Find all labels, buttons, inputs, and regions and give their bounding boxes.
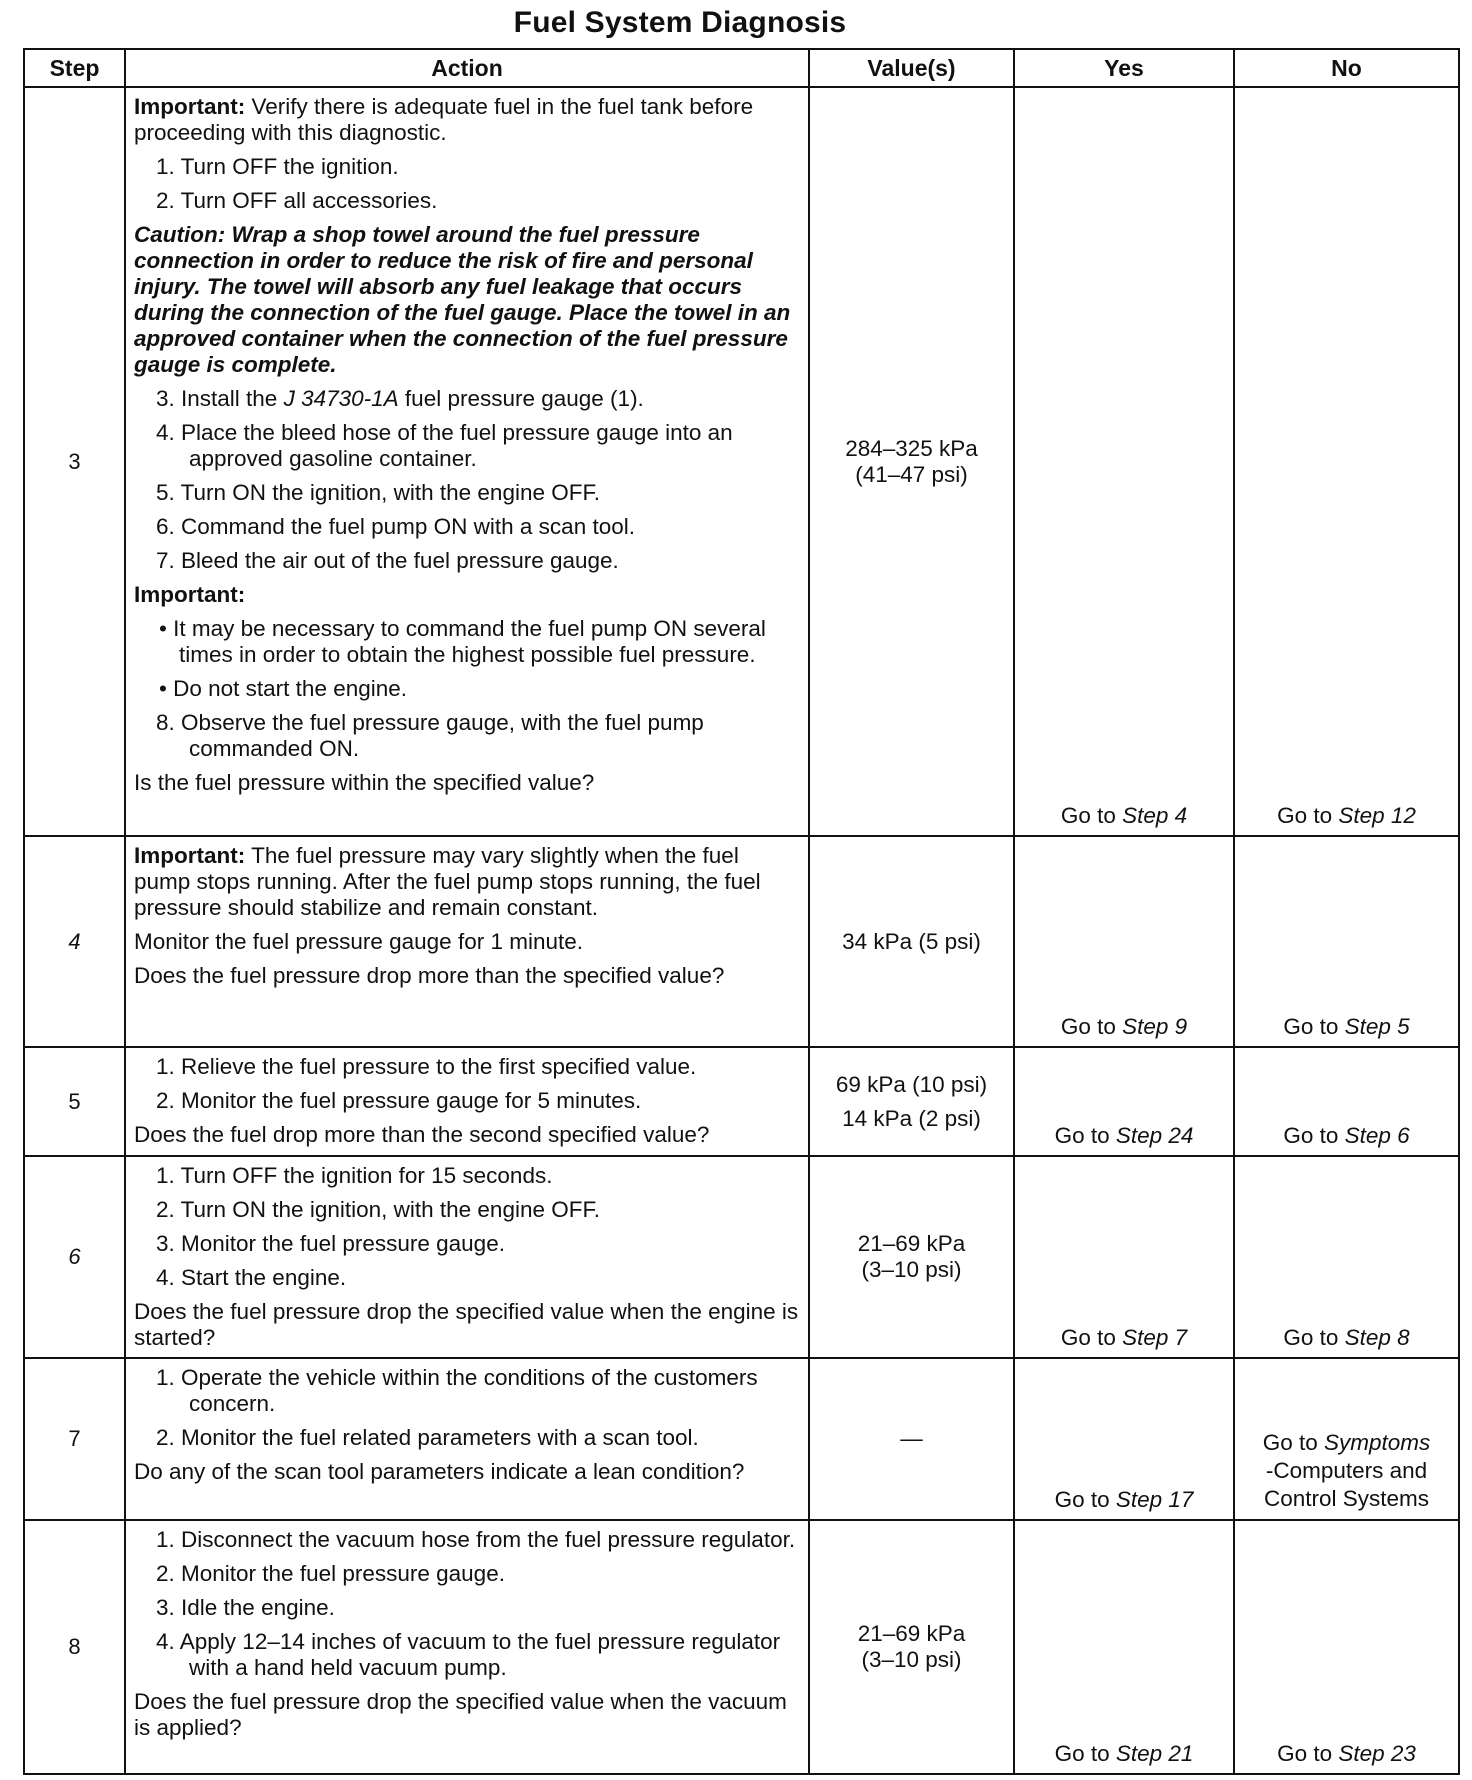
page-title: Fuel System Diagnosis [513,6,847,39]
table-row-step-5 [24,1047,1459,1156]
decision-question: Does the fuel pressure drop more than the specified value? [134,963,725,988]
header-step: Step [24,49,125,87]
decision-question: Does the fuel pressure drop the specified value when the vacuum is applied? [134,1689,787,1740]
table-header-row [24,49,1459,87]
action-step: 1. Relieve the fuel pressure to the first specified value. [156,1054,697,1079]
value-primary: 34 kPa (5 psi) [842,928,981,954]
action-step: 1. Disconnect the vacuum hose from the fuel pressure regulator. [156,1527,796,1552]
action-step: 4. Start the engine. [156,1265,347,1290]
value-cell [809,1358,1014,1520]
value-primary: 21–69 kPa [857,1621,966,1646]
decision-question: Is the fuel pressure within the specified value? [134,770,595,795]
header-values: Value(s) [809,49,1014,87]
decision-question: Do any of the scan tool parameters indicate a lean condition? [134,1459,745,1484]
table-row-step-6 [24,1156,1459,1358]
table-row-step-4 [24,836,1459,1047]
action-cell [125,1047,809,1156]
no-cell: Go to Step 8 [1234,1156,1459,1358]
no-cell: Go to Step 5 [1234,836,1459,1047]
action-step: 2. Turn ON the ignition, with the engine OFF. [156,1197,600,1222]
action-step: 8. Observe the fuel pressure gauge, with the fuel pump commanded ON. [156,710,704,761]
yes-cell: Go to Step 7 [1014,1156,1234,1358]
value-primary: — [900,1426,923,1451]
yes-step-link[interactable]: Step 21 [1115,1741,1194,1766]
value-secondary: (41–47 psi) [855,461,968,487]
action-step: 1. Turn OFF the ignition for 15 seconds. [156,1163,553,1188]
action-text: Monitor the fuel pressure gauge for 1 minute. [134,929,584,954]
action-step: 4. Apply 12–14 inches of vacuum to the fuel pressure regulator with a hand held vacuum pump. [156,1629,781,1680]
yes-cell: Go to Step 21 [1014,1520,1234,1774]
header-yes: Yes [1014,49,1234,87]
header-no: No [1234,49,1459,87]
no-step-link[interactable]: Step 6 [1344,1123,1410,1148]
diagnosis-table [23,48,1460,1775]
tool-reference: J 34730-1A [283,386,399,411]
step-number: 4 [24,836,125,1047]
no-cell-line: -Computers and [1265,1458,1428,1483]
value-cell [809,836,1014,1047]
action-cell [125,1358,809,1520]
value-cell [809,1047,1014,1156]
step-number: 6 [24,1156,125,1358]
bullet-item: • It may be necessary to command the fuel pump ON several times in order to obtain the highest possible fuel pressure. [159,616,766,667]
step-number: 3 [24,87,125,836]
action-step: 3. Idle the engine. [156,1595,335,1620]
no-cell: Go to Symptoms -Computers and Control Systems [1234,1358,1459,1520]
symptoms-link[interactable]: Symptoms [1324,1430,1431,1455]
action-cell [125,87,809,836]
yes-cell: Go to Step 24 [1014,1047,1234,1156]
no-step-link[interactable]: Step 23 [1338,1741,1416,1766]
action-step: 1. Operate the vehicle within the conditions of the customers concern. [156,1365,758,1416]
value-cell [809,1520,1014,1774]
no-cell: Go to Step 6 [1234,1047,1459,1156]
value-primary: 284–325 kPa [845,435,978,461]
decision-question: Does the fuel drop more than the second specified value? [134,1122,710,1147]
action-step: 3. Monitor the fuel pressure gauge. [156,1231,505,1256]
value-secondary: (3–10 psi) [861,1647,962,1672]
action-step: 4. Place the bleed hose of the fuel pressure gauge into an approved gasoline container. [156,420,733,471]
step-number: 8 [24,1520,125,1774]
table-row-step-3 [24,87,1459,836]
important-heading: Important: [134,582,246,607]
action-step: 6. Command the fuel pump ON with a scan tool. [156,514,635,539]
no-step-link[interactable]: Step 5 [1344,1014,1410,1039]
value-primary: 21–69 kPa [857,1231,966,1256]
step-number: 7 [24,1358,125,1520]
action-cell [125,1520,809,1774]
bullet-item: • Do not start the engine. [159,676,408,701]
yes-cell: Go to Step 4 [1014,87,1234,836]
header-action: Action [125,49,809,87]
yes-step-link[interactable]: Step 4 [1122,803,1188,828]
no-cell: Go to Step 12 [1234,87,1459,836]
no-cell: Go to Step 23 [1234,1520,1459,1774]
no-step-link[interactable]: Step 8 [1344,1325,1410,1350]
no-step-link[interactable]: Step 12 [1338,803,1416,828]
caution-note: Caution: Wrap a shop towel around the fuel pressure connection in order to reduce the risk of fire and personal injury. The towel will absorb any fuel leakage that occurs during the connection of the fuel gauge. Place the towel in an approved container when the connection of the fuel pressure gauge is complete. [134,222,791,377]
important-note: Important: The fuel pressure may vary slightly when the fuel pump stops running. After the fuel pump stops running, the fuel pressure should stabilize and remain constant. [134,843,761,920]
yes-step-link[interactable]: Step 7 [1122,1325,1188,1350]
step-number: 5 [24,1047,125,1156]
action-step: 3. Install the J 34730-1A fuel pressure gauge (1). [156,386,644,411]
action-step: 5. Turn ON the ignition, with the engine OFF. [156,480,600,505]
action-cell [125,1156,809,1358]
value-cell [809,87,1014,836]
action-step: 2. Monitor the fuel related parameters with a scan tool. [156,1425,699,1450]
action-step: 2. Turn OFF all accessories. [156,188,438,213]
action-step: 7. Bleed the air out of the fuel pressure gauge. [156,548,619,573]
no-cell-line: Control Systems [1263,1486,1430,1511]
table-row-step-7 [24,1358,1459,1520]
value-cell [809,1156,1014,1358]
action-step: 2. Monitor the fuel pressure gauge for 5 minutes. [156,1088,642,1113]
action-cell [125,836,809,1047]
value-secondary: (3–10 psi) [861,1257,962,1282]
table-row-step-8 [24,1520,1459,1774]
yes-step-link[interactable]: Step 24 [1115,1123,1194,1148]
yes-cell: Go to Step 9 [1014,836,1234,1047]
yes-step-link[interactable]: Step 17 [1115,1487,1194,1512]
decision-question: Does the fuel pressure drop the specified value when the engine is started? [134,1299,799,1350]
value-secondary: 14 kPa (2 psi) [842,1105,981,1131]
value-primary: 69 kPa (10 psi) [835,1071,988,1097]
action-step: 2. Monitor the fuel pressure gauge. [156,1561,505,1586]
yes-cell: Go to Step 17 [1014,1358,1234,1520]
action-step: 1. Turn OFF the ignition. [156,154,399,179]
important-note: Important: Verify there is adequate fuel in the fuel tank before proceeding with this diagnostic. [134,94,754,145]
yes-step-link[interactable]: Step 9 [1122,1014,1188,1039]
